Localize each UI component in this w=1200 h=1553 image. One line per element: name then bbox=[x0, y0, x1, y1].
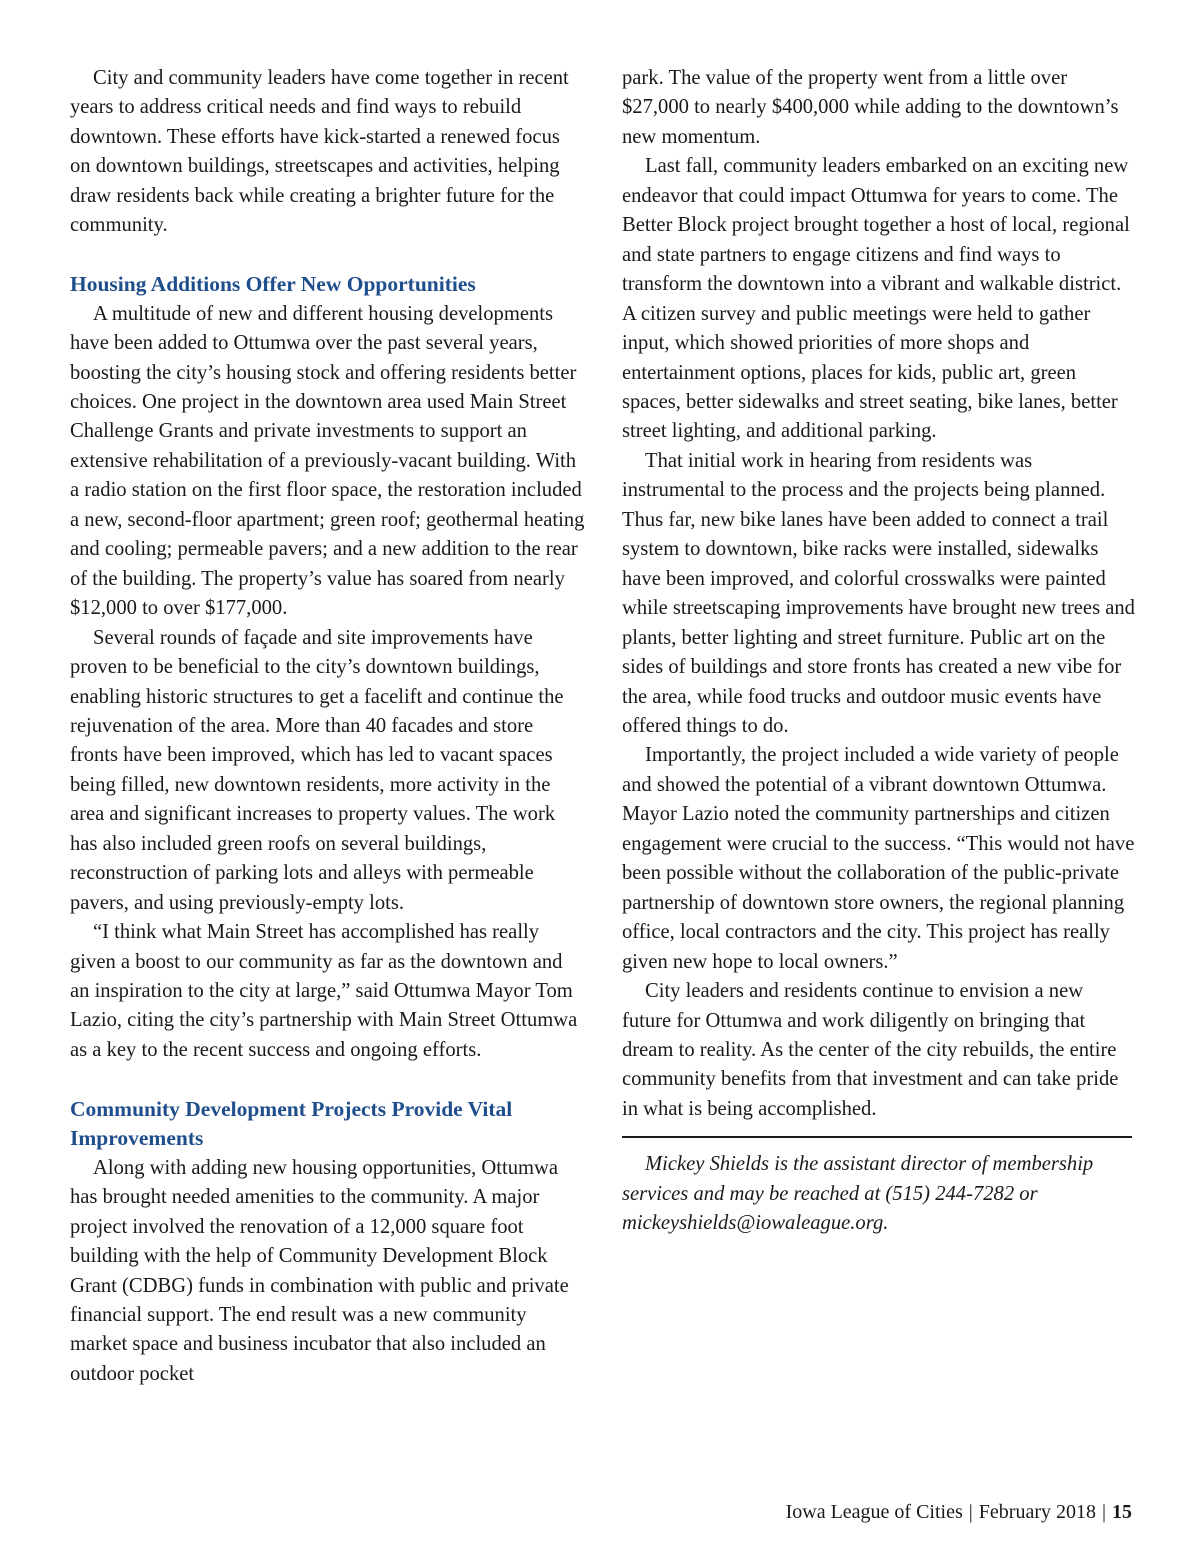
housing-paragraph-1: A multitude of new and different housing developments have been added to Ottumwa over the past several years, boosting the city’s housing stock and offering residents better choices. One project in the downtown area used Main Street Challenge Grants and private investments to support an extensive rehabilitation of a previously-vacant building. With a radio station on the first floor space, the restoration included a new, second-floor apartment; green roof; geothermal heating and cooling; permeable pavers; and a new addition to the rear of the building. The property’s value has soared from nearly $12,000 to over $177,000. bbox=[70, 302, 585, 620]
right-paragraph-3: Importantly, the project included a wide variety of people and showed the potential of a vibrant downtown Ottumwa. Mayor Lazio noted the community partnerships and citizen engagement were crucial to the success. “This would not have been possible without the collaboration of the public-private partnership of downtown store owners, the regional planning office, local contractors and the city. This project has really given new hope to local owners.” bbox=[622, 744, 1135, 973]
footer-publication: Iowa League of Cities bbox=[785, 1501, 963, 1523]
housing-paragraph-3: “I think what Main Street has accomplished has really given a boost to our community as far as the downtown and an inspiration to the city at large,” said Ottumwa Mayor Tom Lazio, citing the city’s partnership with Main Street Ottumwa as a key to the recent success and ongoing efforts. bbox=[70, 921, 578, 1061]
community-paragraph-1: Along with adding new housing opportunities, Ottumwa has brought needed amenities to the community. A major project involved the renovation of a 12,000 square foot building with the help of Community Development Block Grant (CDBG) funds in combination with public and private financial support. The end result was a new community market space and business incubator that also included an outdoor pocket bbox=[70, 1156, 569, 1385]
continued-paragraph: park. The value of the property went from a little over $27,000 to nearly $400,000 while adding to the downtown’s new momentum. bbox=[622, 67, 1119, 148]
footer-separator: | bbox=[968, 1501, 973, 1523]
left-column bbox=[70, 64, 585, 1389]
right-paragraph-4: City leaders and residents continue to envision a new future for Ottumwa and work diligently on bringing that dream to reality. As the center of the city rebuilds, the entire community benefits from that investment and can take pride in what is being accomplished. bbox=[622, 980, 1119, 1120]
housing-heading: Housing Additions Offer New Opportunities bbox=[70, 272, 476, 297]
housing-paragraph-2: Several rounds of façade and site improvements have proven to be beneficial to the city’s downtown buildings, enabling historic structures to get a facelift and continue the rejuvenation of the area. More than 40 facades and store fronts have been improved, which has led to vacant spaces being filled, new downtown residents, more activity in the area and significant increases to property values. The work has also included green roofs on several buildings, reconstruction of parking lots and alleys with permeable pavers, and using previously-empty lots. bbox=[70, 626, 564, 914]
page-footer bbox=[786, 1498, 1132, 1526]
community-heading: Community Development Projects Provide Vital Improvements bbox=[70, 1096, 513, 1151]
footer-separator: | bbox=[1101, 1501, 1106, 1523]
right-paragraph-1: Last fall, community leaders embarked on an exciting new endeavor that could impact Ottumwa for years to come. The Better Block project brought together a host of local, regional and state partners to engage citizens and find ways to transform the downtown into a vibrant and walkable district. A citizen survey and public meetings were held to gather input, which showed priorities of more shops and entertainment options, places for kids, public art, green spaces, better sidewalks and street seating, bike lanes, better street lighting, and additional parking. bbox=[622, 155, 1130, 443]
spacer bbox=[70, 1065, 585, 1094]
spacer bbox=[70, 241, 585, 270]
page-number: 15 bbox=[1112, 1501, 1132, 1523]
intro-paragraph: City and community leaders have come together in recent years to address critical needs and find ways to rebuild downtown. These efforts have kick-started a renewed focus on downtown buildings, streetscapes and activities, helping draw residents back while creating a brighter future for the community. bbox=[70, 67, 569, 237]
author-note: Mickey Shields is the assistant director of membership services and may be reached at (515) 244-7282 or mickeyshields@iowaleague.org. bbox=[622, 1153, 1094, 1235]
footer-issue: February 2018 bbox=[978, 1501, 1096, 1523]
right-paragraph-2: That initial work in hearing from residents was instrumental to the process and the projects being planned. Thus far, new bike lanes have been added to connect a trail system to downtown, bike racks were installed, sidewalks have been improved, and colorful crosswalks were painted while streetscaping improvements have brought new trees and plants, better lighting and street furniture. Public art on the sides of buildings and store fronts has created a new vibe for the area, while food trucks and outdoor music events have offered things to do. bbox=[622, 449, 1135, 737]
divider-rule bbox=[622, 1136, 1132, 1138]
right-column bbox=[622, 64, 1137, 1239]
